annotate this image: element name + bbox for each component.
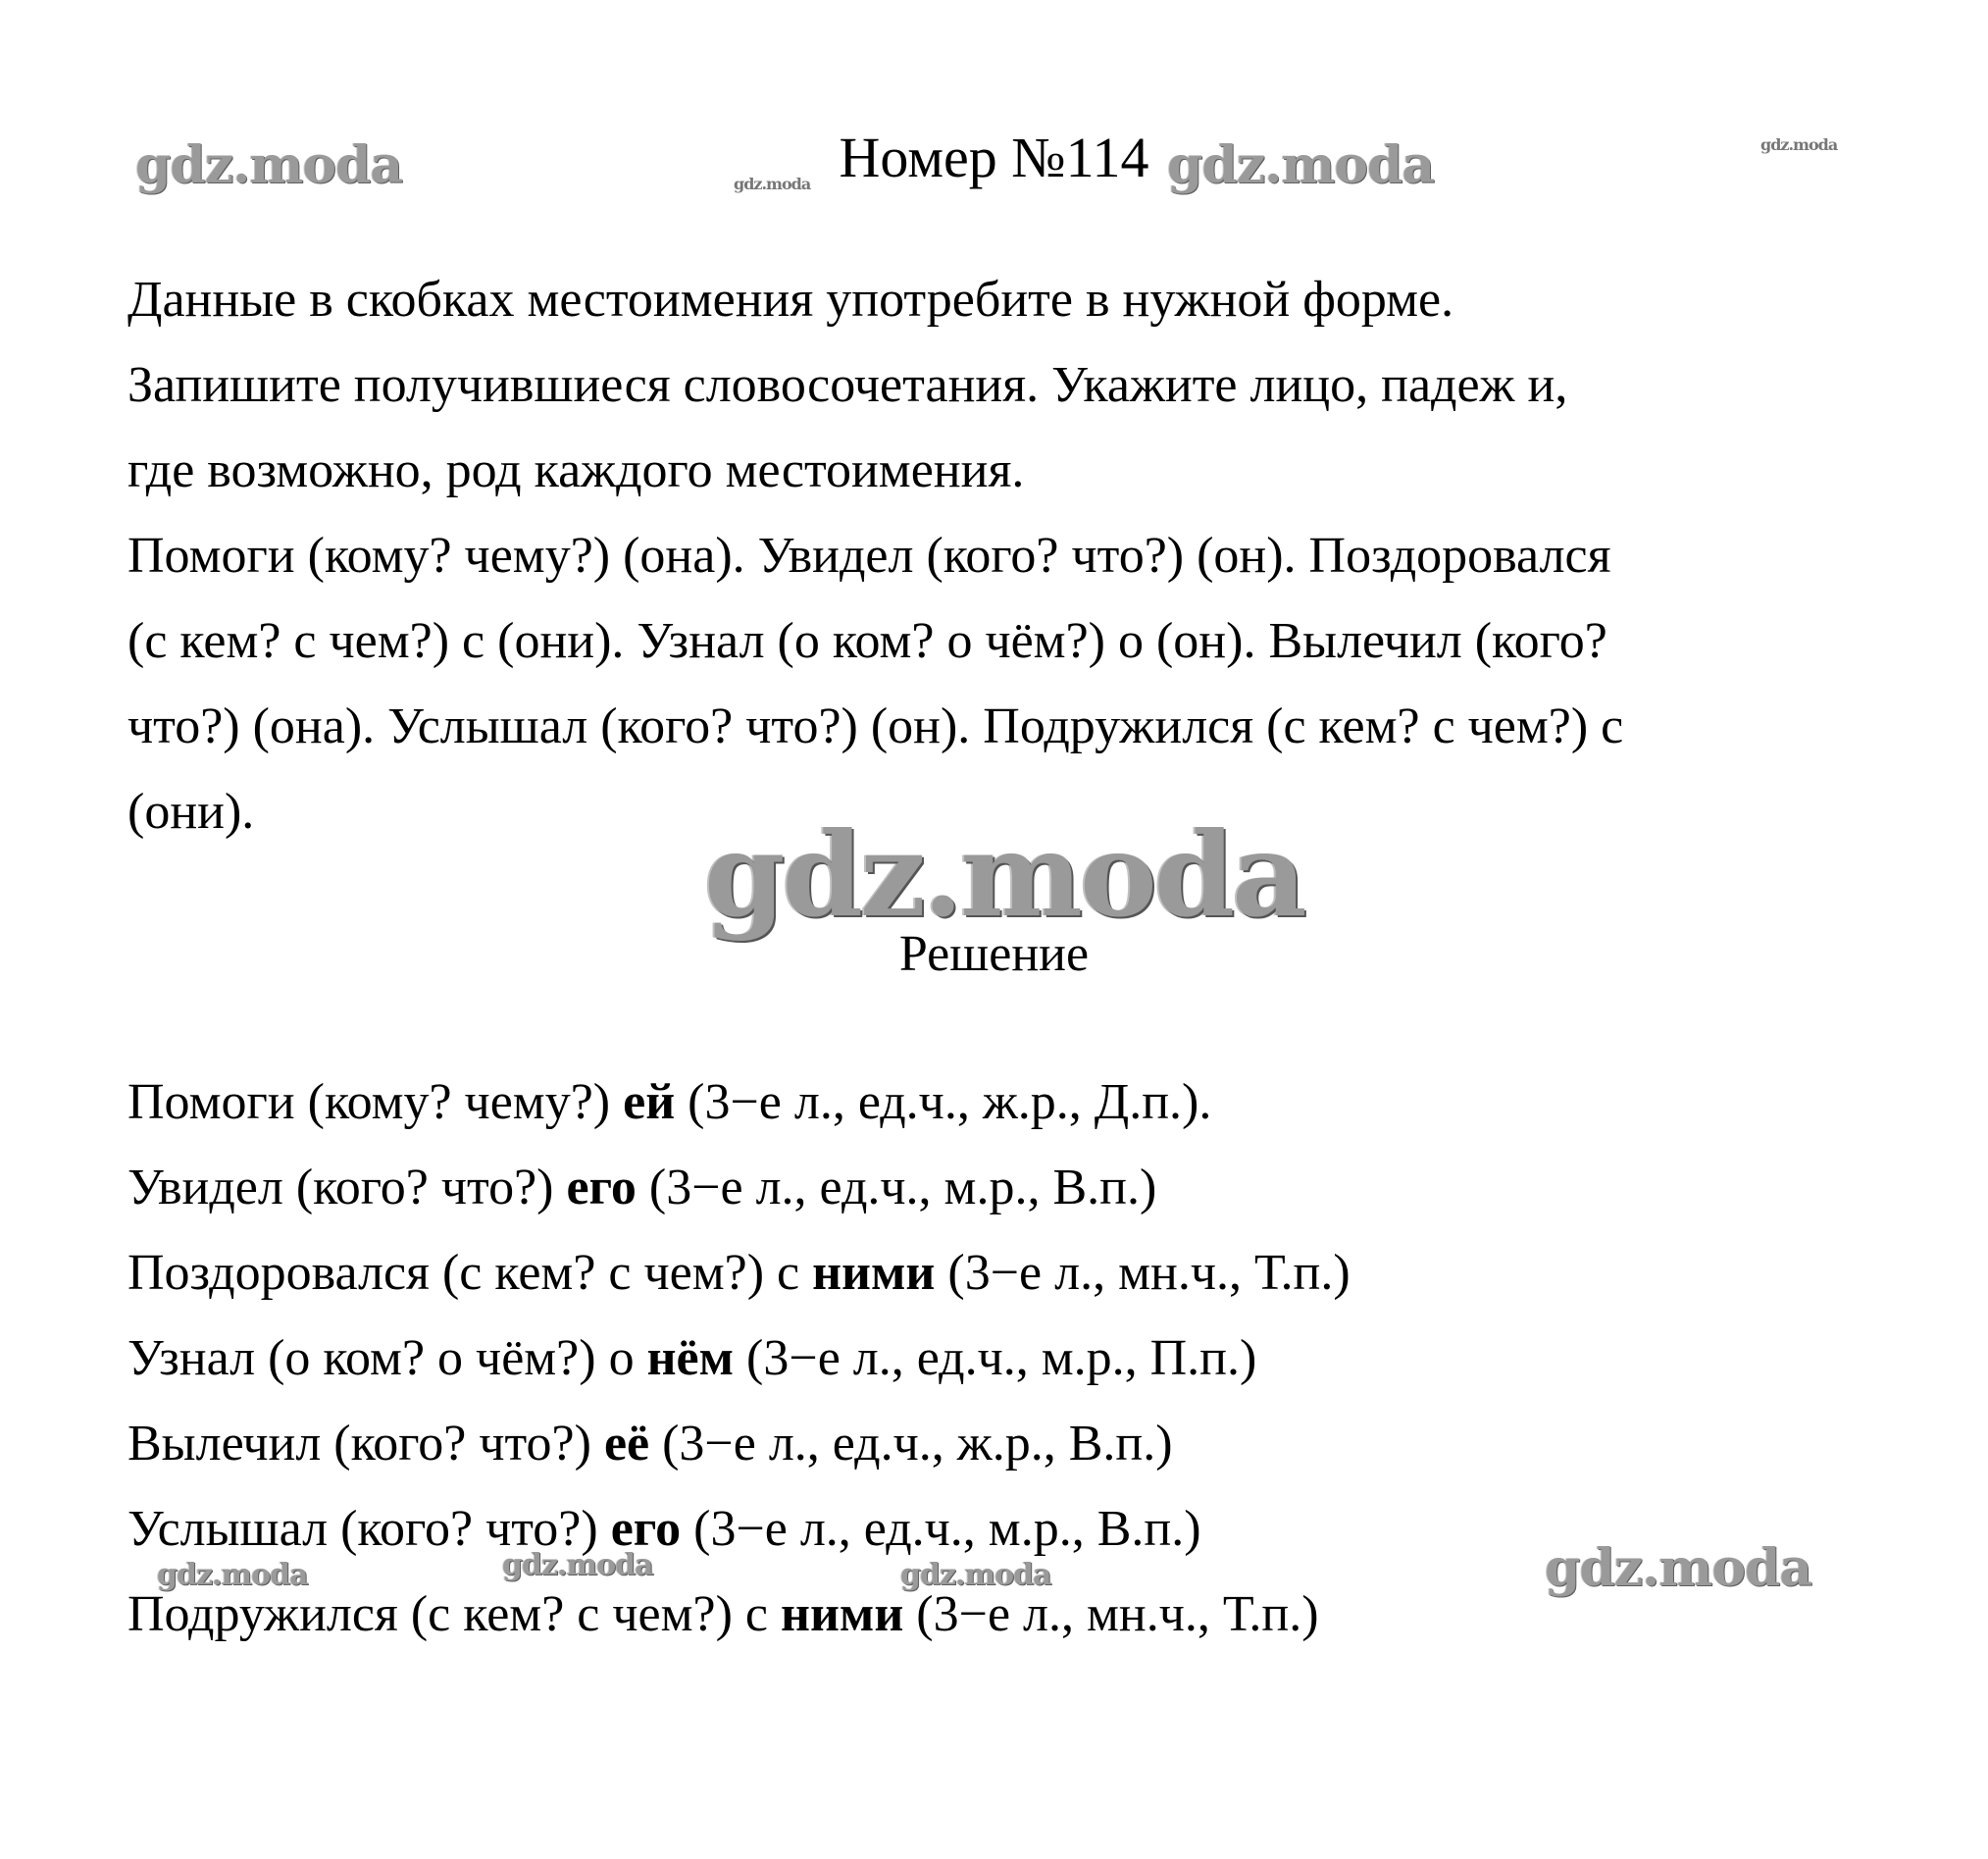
answer-pronoun: ей [623, 1074, 676, 1130]
answer-pronoun: ними [780, 1586, 904, 1642]
task-line: что?) (она). Услышал (кого? что?) (он). Подружился (с кем? с чем?) с [127, 698, 1624, 754]
answer-prefix: Помоги (кому? чему?) [127, 1074, 624, 1130]
answer-line [127, 1145, 1893, 1230]
answer-grammar: (3−е л., ед.ч., м.р., В.п.) [636, 1160, 1157, 1215]
task-text [127, 257, 1893, 854]
answer-pronoun: нём [646, 1330, 735, 1386]
task-line: Помоги (кому? чему?) (она). Увидел (кого? что?) (он). Поздоровался [127, 528, 1611, 584]
page-title: Номер №114 [839, 126, 1149, 189]
answer-line [127, 1230, 1893, 1316]
answer-pronoun: её [603, 1416, 650, 1472]
answer-line [127, 1486, 1893, 1572]
answer-list [127, 1059, 1893, 1657]
task-line: Данные в скобках местоимения употребите в нужной форме. [127, 272, 1454, 328]
watermark-logo: gdz.moda [1760, 135, 1838, 154]
answer-prefix: Услышал (кого? что?) [127, 1501, 611, 1557]
watermark-logo: gdz.moda [704, 806, 1304, 943]
answer-line [127, 1572, 1893, 1657]
answer-pronoun: его [610, 1501, 682, 1557]
task-line: (с кем? с чем?) с (они). Узнал (о ком? о чём?) о (он). Вылечил (кого? [127, 613, 1607, 669]
watermark-logo: gdz.moda [734, 175, 811, 193]
answer-line [127, 1316, 1893, 1401]
task-line: Запишите получившиеся словосочетания. Укажите лицо, падеж и, [127, 357, 1568, 413]
task-line: (они). [127, 784, 255, 840]
watermark-logo: gdz.moda [502, 1548, 653, 1582]
answer-grammar: (3−е л., ед.ч., м.р., П.п.) [734, 1330, 1257, 1386]
answer-line [127, 1401, 1893, 1486]
watermark-logo: gdz.moda [1167, 135, 1435, 195]
watermark-logo: gdz.moda [1545, 1538, 1812, 1598]
solution-heading: Решение [898, 926, 1090, 982]
answer-prefix: Увидел (кого? что?) [127, 1160, 567, 1215]
answer-pronoun: его [566, 1160, 637, 1215]
answer-prefix: Узнал (о ком? о чём?) о [127, 1330, 647, 1386]
answer-grammar: (3−е л., мн.ч., Т.п.) [903, 1586, 1319, 1642]
watermark-logo: gdz.moda [157, 1558, 308, 1592]
answer-grammar: (3−е л., ед.ч., м.р., В.п.) [681, 1501, 1201, 1557]
answer-grammar: (3−е л., ед.ч., ж.р., В.п.) [649, 1416, 1173, 1472]
answer-line [127, 1059, 1893, 1145]
answer-prefix: Подружился (с кем? с чем?) с [127, 1586, 781, 1642]
answer-grammar: (3−е л., мн.ч., Т.п.) [935, 1245, 1351, 1301]
answer-prefix: Поздоровался (с кем? с чем?) с [127, 1245, 813, 1301]
task-line: где возможно, род каждого местоимения. [127, 442, 1025, 498]
watermark-logo: gdz.moda [135, 135, 403, 195]
watermark-logo: gdz.moda [900, 1558, 1051, 1592]
answer-pronoun: ними [812, 1245, 936, 1301]
answer-prefix: Вылечил (кого? что?) [127, 1416, 604, 1472]
answer-grammar: (3−е л., ед.ч., ж.р., Д.п.). [675, 1074, 1212, 1130]
